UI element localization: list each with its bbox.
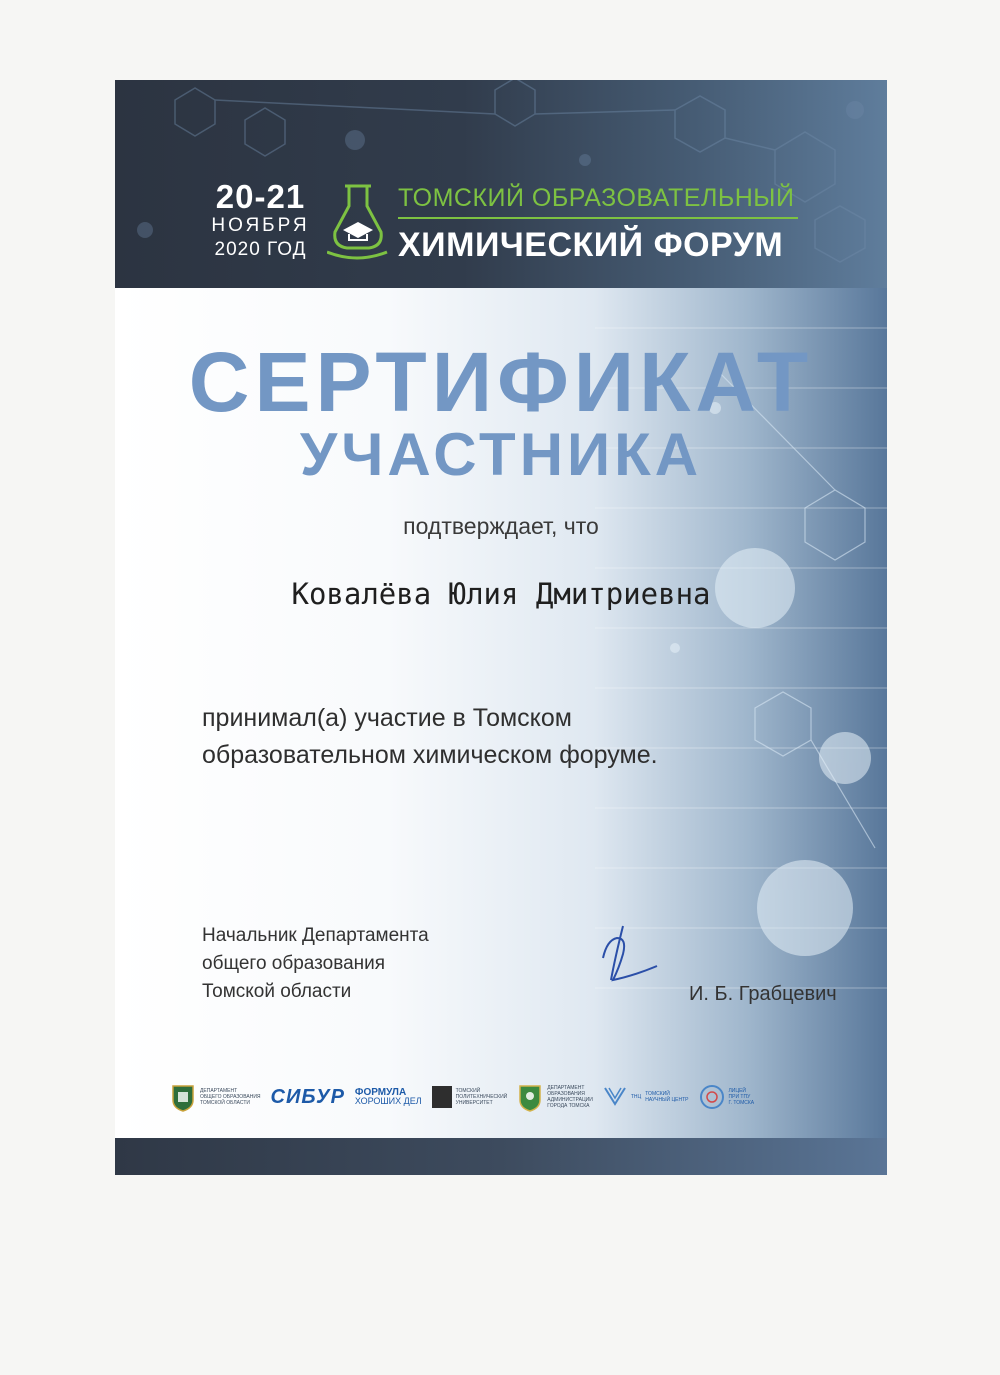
forum-name-line2: ХИМИЧЕСКИЙ ФОРУМ	[398, 226, 784, 264]
date-year: 2020 ГОД	[214, 239, 307, 260]
participation-line1: принимал(а) участие в Томском	[202, 704, 572, 732]
date-month: НОЯБРЯ	[211, 215, 310, 236]
sponsor-dept-region: ДЕПАРТАМЕНТ ОБЩЕГО ОБРАЗОВАНИЯ ТОМСКОЙ ОБЛАСТИ	[170, 1082, 261, 1112]
flask-logo-icon	[327, 180, 389, 262]
certificate-subtitle: УЧАСТНИКА	[299, 421, 703, 488]
signer-title-line1: Начальник Департамента	[202, 925, 429, 946]
date-days: 20-21	[215, 178, 306, 215]
participation-text	[202, 700, 802, 774]
tnc-logo-icon	[603, 1084, 627, 1110]
signer-title-line3: Томской области	[202, 981, 352, 1002]
forum-date	[203, 180, 318, 262]
forum-divider	[398, 217, 798, 219]
tpu-logo-icon	[432, 1086, 452, 1108]
signer-title-line2: общего образования	[202, 953, 386, 974]
confirms-text: подтверждает, что	[403, 513, 599, 539]
sponsor-dept-city: ДЕПАРТАМЕНТ ОБРАЗОВАНИЯ АДМИНИСТРАЦИИ ГОРОДА ТОМСКА	[517, 1082, 593, 1112]
forum-name-line1: ТОМСКИЙ ОБРАЗОВАТЕЛЬНЫЙ	[398, 184, 795, 212]
handwritten-signature	[593, 918, 683, 1008]
certificate-sheet	[115, 80, 887, 1175]
sponsor-logos	[170, 1072, 840, 1122]
sponsor-tnc: ТНЦ ТОМСКИЙ НАУЧНЫЙ ЦЕНТР	[603, 1084, 689, 1110]
sponsor-formula: ФОРМУЛА ХОРОШИХ ДЕЛ	[354, 1087, 422, 1106]
signer-title	[202, 922, 522, 1006]
signer-name: И. Б. Грабцевич	[689, 983, 837, 1005]
sponsor-tpu: ТОМСКИЙ ПОЛИТЕХНИЧЕСКИЙ УНИВЕРСИТЕТ	[432, 1086, 508, 1108]
coat-of-arms-icon	[170, 1082, 196, 1112]
recipient-name: Ковалёва Юлия Дмитриевна	[291, 577, 711, 611]
sponsor-sibur: СИБУР	[270, 1085, 345, 1108]
footer-band	[115, 1138, 887, 1175]
lyceum-logo-icon	[699, 1084, 725, 1110]
certificate-title: СЕРТИФИКАТ	[188, 335, 814, 429]
participation-line2: образовательном химическом форуме.	[202, 741, 658, 769]
city-crest-icon	[517, 1082, 543, 1112]
header-banner	[115, 80, 887, 288]
sponsor-lyceum: ЛИЦЕЙ ПРИ ТПУ Г. ТОМСКА	[699, 1084, 755, 1110]
